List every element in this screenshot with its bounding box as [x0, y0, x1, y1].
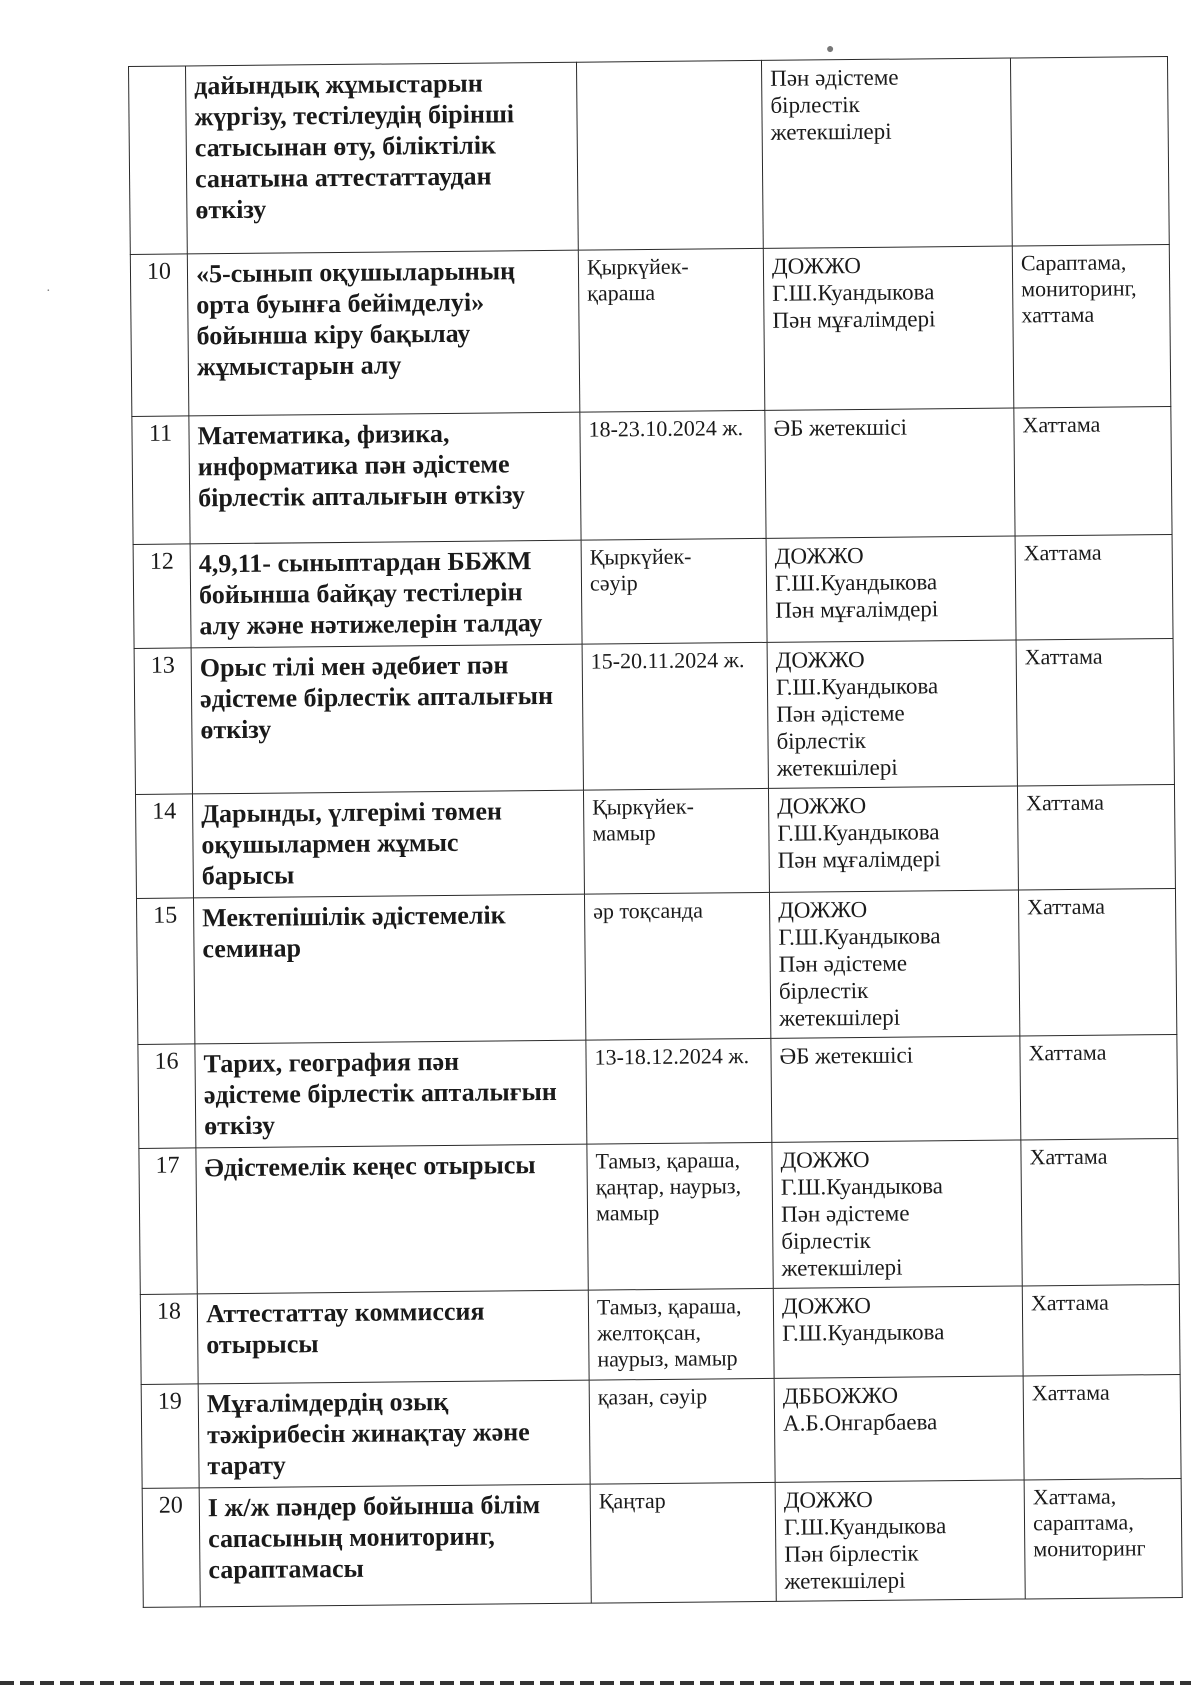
- task-cell: [196, 1144, 588, 1294]
- deadline-cell-line: Қаңтар: [598, 1487, 666, 1514]
- task-cell-line: барысы: [201, 860, 295, 891]
- task-cell-line: әдістеме бірлестік апталығын: [199, 680, 554, 714]
- report-form-cell: [1021, 1138, 1179, 1286]
- deadline-cell: [588, 1288, 774, 1380]
- responsible-cell-line: бірлестік: [776, 727, 867, 754]
- task-cell: [193, 894, 585, 1044]
- responsible-cell-line: жетекшілері: [776, 754, 898, 781]
- task-cell-line: 4,9,11- сыныптардан ББЖМ: [198, 546, 532, 579]
- work-plan-body: [129, 57, 1183, 1608]
- responsible-cell-line: ДОЖЖО: [777, 792, 867, 819]
- task-cell-line: әдістеме бірлестік апталығын: [203, 1076, 557, 1110]
- task-cell-line: І ж/ж пәндер бойынша білім: [207, 1490, 541, 1523]
- responsible-cell-line: ДОЖЖО: [783, 1486, 873, 1513]
- responsible-cell-line: Г.Ш.Куандыкова: [778, 923, 941, 950]
- deadline-cell: [584, 892, 770, 1040]
- task-cell-line: өткізу: [204, 1110, 276, 1141]
- task-cell: [195, 1040, 587, 1148]
- deadline-cell-line: наурыз, мамыр: [597, 1345, 738, 1372]
- task-cell-line: отырысы: [206, 1329, 319, 1360]
- table-row: [129, 57, 1170, 255]
- task-cell-line: семинар: [202, 933, 302, 964]
- row-number: 11: [132, 416, 190, 545]
- table-row: [139, 1138, 1179, 1294]
- task-cell-line: Мектепішілік әдістемелік: [202, 900, 506, 933]
- task-cell: [198, 1380, 590, 1488]
- responsible-cell-line: Г.Ш.Куандыкова: [772, 279, 935, 306]
- report-form-cell: [1012, 245, 1171, 408]
- responsible-cell-line: Г.Ш.Куандыкова: [777, 819, 940, 846]
- task-cell: [191, 644, 583, 794]
- responsible-cell-line: ӘБ жетекшісі: [779, 1042, 914, 1069]
- responsible-cell-line: ДОЖЖО: [780, 1146, 870, 1173]
- task-cell: [197, 1290, 589, 1384]
- responsible-cell-line: Пән мұғалімдері: [772, 306, 936, 333]
- report-form-cell-line: Хаттама: [1031, 1379, 1110, 1406]
- responsible-cell: [775, 1480, 1025, 1601]
- deadline-cell-line: желтоқсан,: [597, 1319, 702, 1346]
- task-cell-line: Тарих, география пән: [203, 1046, 460, 1079]
- work-plan-table: [128, 56, 1183, 1608]
- table-row: [133, 534, 1173, 648]
- deadline-cell-line: 13-18.12.2024 ж.: [594, 1043, 750, 1070]
- row-number: 14: [135, 794, 193, 899]
- responsible-cell-line: жетекшілері: [784, 1567, 906, 1594]
- report-form-cell: [1018, 888, 1176, 1036]
- scan-speck: ·: [46, 284, 51, 299]
- responsible-cell-line: ДОЖЖО: [775, 646, 865, 673]
- task-cell-line: дайындық жұмыстарын: [194, 68, 483, 101]
- deadline-cell-line: сәуір: [589, 570, 638, 596]
- responsible-cell-line: Пән әдістеме: [776, 700, 905, 727]
- report-form-cell: [1014, 407, 1172, 537]
- responsible-cell: [766, 536, 1016, 642]
- task-cell-line: жұмыстарын алу: [196, 350, 402, 382]
- scan-speck: ●: [826, 42, 835, 57]
- scan-edge: [0, 1681, 1191, 1685]
- responsible-cell: [765, 408, 1015, 538]
- responsible-cell-line: бірлестік: [781, 1227, 871, 1254]
- report-form-cell-line: мониторинг: [1033, 1535, 1146, 1562]
- responsible-cell-line: жетекшілері: [770, 118, 892, 145]
- responsible-cell-line: ДББОЖЖО: [782, 1382, 899, 1409]
- task-cell-line: сапасының мониторинг,: [208, 1521, 495, 1554]
- table-row: [136, 888, 1176, 1044]
- deadline-cell: [581, 538, 767, 644]
- responsible-cell-line: бірлестік: [778, 977, 869, 1004]
- responsible-cell-line: Г.Ш.Куандыкова: [774, 569, 938, 596]
- task-cell-line: Аттестаттау коммиссия: [205, 1296, 485, 1329]
- row-number: [129, 66, 188, 255]
- task-cell-line: бойынша кіру бақылау: [196, 318, 471, 351]
- table-row: [140, 1284, 1180, 1384]
- report-form-cell-line: Хаттама: [1023, 539, 1102, 566]
- task-cell-line: сараптамасы: [208, 1553, 364, 1585]
- task-cell-line: жүргізу, тестілеудің бірінші: [194, 99, 515, 132]
- row-number: 17: [139, 1148, 197, 1295]
- deadline-cell: [589, 1378, 775, 1484]
- task-cell: [192, 790, 584, 898]
- report-form-cell-line: Хаттама: [1026, 893, 1106, 920]
- task-cell-line: Әдістемелік кеңес отырысы: [204, 1150, 536, 1183]
- table-row: [135, 784, 1175, 898]
- deadline-cell-line: әр тоқсанда: [593, 897, 704, 924]
- deadline-cell-line: 15-20.11.2024 ж.: [590, 647, 745, 674]
- row-number: 15: [136, 898, 194, 1045]
- deadline-cell: [586, 1038, 772, 1144]
- report-form-cell-line: Хаттама: [1029, 1143, 1108, 1170]
- task-cell-line: Математика, физика,: [197, 418, 450, 451]
- deadline-cell: [583, 788, 769, 894]
- table-row: [130, 245, 1171, 417]
- deadline-cell: [576, 60, 763, 250]
- report-form-cell-line: сараптама,: [1032, 1509, 1134, 1536]
- row-number: 16: [138, 1044, 196, 1149]
- responsible-cell: [768, 786, 1018, 892]
- deadline-cell-line: Қыркүйек-: [589, 543, 692, 570]
- task-cell-line: бірлестік апталығын өткізу: [198, 480, 526, 513]
- table-row: [134, 638, 1174, 794]
- report-form-cell-line: Хаттама: [1028, 1039, 1107, 1066]
- deadline-cell: [590, 1482, 776, 1603]
- row-number: 20: [142, 1488, 200, 1608]
- responsible-cell: [763, 246, 1014, 410]
- task-cell-line: алу және нәтижелерін талдау: [199, 608, 543, 641]
- task-cell-line: бойынша байқау тестілерін: [198, 577, 523, 610]
- task-cell: [189, 412, 581, 544]
- row-number: 19: [141, 1384, 199, 1489]
- table-row: [132, 407, 1172, 545]
- responsible-cell-line: ӘБ жетекшісі: [773, 414, 908, 441]
- responsible-cell-line: Г.Ш.Куандыкова: [780, 1173, 944, 1200]
- responsible-cell: [769, 890, 1019, 1038]
- responsible-cell-line: А.Б.Онгарбаева: [782, 1409, 938, 1436]
- report-form-cell: [1020, 1034, 1178, 1140]
- report-form-cell: [1016, 638, 1174, 786]
- responsible-cell: [767, 640, 1017, 788]
- deadline-cell-line: қаңтар, наурыз,: [595, 1173, 742, 1200]
- task-cell-line: өткізу: [195, 194, 267, 225]
- responsible-cell-line: Пән әдістеме: [770, 64, 899, 91]
- row-number: 13: [134, 648, 192, 795]
- deadline-cell: [587, 1142, 773, 1290]
- deadline-cell: [578, 248, 765, 412]
- responsible-cell-line: Г.Ш.Куандыкова: [783, 1513, 947, 1540]
- report-form-cell: [1022, 1284, 1180, 1376]
- task-cell-line: Дарынды, үлгерімі төмен: [201, 796, 503, 829]
- report-form-cell: [1023, 1374, 1181, 1480]
- responsible-cell-line: ДОЖЖО: [771, 252, 862, 279]
- report-form-cell: [1015, 534, 1173, 640]
- responsible-cell-line: Пән бірлестік: [784, 1540, 919, 1567]
- report-form-cell-line: Сараптама,: [1020, 249, 1127, 276]
- responsible-cell-line: Пән әдістеме: [778, 950, 908, 977]
- deadline-cell-line: Қыркүйек-: [586, 253, 689, 280]
- table-row: [141, 1374, 1181, 1488]
- row-number: 18: [140, 1294, 198, 1385]
- report-form-cell-line: Хаттама: [1030, 1289, 1109, 1316]
- task-cell-line: оқушылармен жұмыс: [201, 827, 459, 860]
- responsible-cell-line: Г.Ш.Куандыкова: [775, 673, 939, 700]
- responsible-cell-line: жетекшілері: [779, 1004, 901, 1031]
- responsible-cell: [761, 58, 1012, 248]
- row-number: 10: [130, 254, 189, 417]
- report-form-cell-line: Хаттама: [1025, 789, 1105, 816]
- task-cell: [187, 250, 580, 416]
- responsible-cell: [773, 1286, 1023, 1378]
- task-cell-line: өткізу: [200, 714, 272, 745]
- task-cell-line: «5-сынып оқушыларының: [195, 256, 516, 289]
- task-cell-line: сатысынан өту, біліктілік: [194, 130, 497, 163]
- task-cell-line: орта буынға бейімделуі»: [196, 287, 485, 320]
- responsible-cell-line: ДОЖЖО: [778, 896, 868, 923]
- responsible-cell: [771, 1036, 1021, 1142]
- responsible-cell-line: Г.Ш.Куандыкова: [782, 1319, 945, 1346]
- responsible-cell-line: Пән әдістеме: [780, 1200, 910, 1227]
- deadline-cell: [580, 410, 766, 540]
- deadline-cell: [582, 642, 768, 790]
- report-form-cell: [1010, 57, 1169, 246]
- task-cell-line: информатика пән әдістеме: [197, 449, 510, 482]
- responsible-cell: [774, 1376, 1024, 1482]
- responsible-cell-line: ДОЖЖО: [781, 1292, 872, 1319]
- deadline-cell-line: мамыр: [595, 1199, 660, 1226]
- responsible-cell-line: ДОЖЖО: [774, 542, 864, 569]
- deadline-cell-line: қазан, сәуір: [597, 1383, 708, 1410]
- task-cell-line: санатына аттестаттаудан: [194, 161, 492, 194]
- row-number: 12: [133, 544, 191, 649]
- responsible-cell: [772, 1140, 1022, 1288]
- report-form-cell: [1024, 1478, 1182, 1599]
- task-cell: [190, 540, 582, 648]
- deadline-cell-line: Қыркүйек-: [592, 793, 694, 820]
- report-form-cell: [1017, 784, 1175, 890]
- deadline-cell-line: мамыр: [592, 819, 656, 846]
- task-cell: [186, 62, 579, 254]
- deadline-cell-line: қараша: [587, 279, 656, 306]
- responsible-cell-line: бірлестік: [770, 91, 860, 118]
- table-row: [138, 1034, 1178, 1148]
- report-form-cell-line: хаттама: [1021, 301, 1095, 328]
- task-cell-line: тарату: [207, 1450, 286, 1481]
- responsible-cell-line: Пән мұғалімдері: [775, 596, 939, 623]
- responsible-cell-line: жетекшілері: [781, 1254, 903, 1281]
- report-form-cell-line: Хаттама,: [1032, 1483, 1117, 1510]
- task-cell: [199, 1484, 591, 1607]
- deadline-cell-line: Тамыз, қараша,: [595, 1147, 741, 1174]
- report-form-cell-line: мониторинг,: [1021, 275, 1137, 302]
- deadline-cell-line: Тамыз, қараша,: [596, 1293, 742, 1320]
- task-cell-line: тәжірибесін жинақтау және: [207, 1417, 530, 1450]
- report-form-cell-line: Хаттама: [1024, 643, 1103, 670]
- table-row: [142, 1478, 1182, 1607]
- deadline-cell-line: 18-23.10.2024 ж.: [588, 415, 744, 442]
- task-cell-line: Орыс тілі мен әдебиет пән: [199, 650, 509, 683]
- responsible-cell-line: Пән мұғалімдері: [777, 846, 941, 873]
- task-cell-line: Мұғалімдердің озық: [206, 1386, 449, 1419]
- report-form-cell-line: Хаттама: [1022, 411, 1101, 438]
